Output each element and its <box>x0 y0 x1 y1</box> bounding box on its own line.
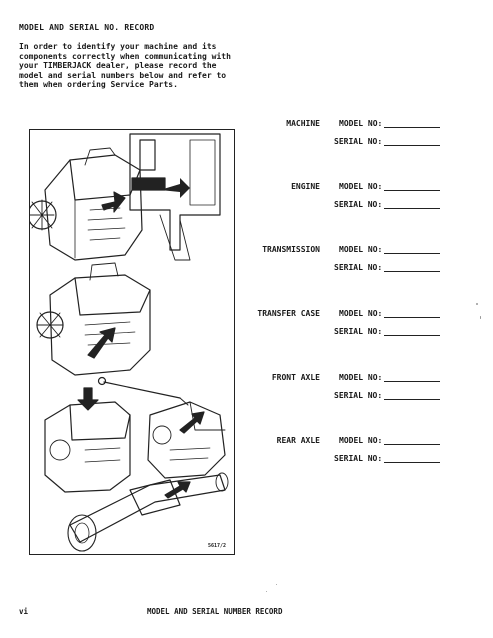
transmission-drawing <box>45 388 130 492</box>
figure-code: 5617/2 <box>207 543 226 549</box>
model-label: MODEL NO: <box>339 119 383 128</box>
serial-number-field[interactable] <box>384 271 440 272</box>
model-label: MODEL NO: <box>339 182 383 191</box>
model-label: MODEL NO: <box>339 436 383 445</box>
axle-drawing <box>68 473 228 551</box>
model-number-field[interactable] <box>384 127 440 128</box>
page-number: vi <box>19 607 29 616</box>
engine-drawing-middle <box>37 263 150 375</box>
serial-number-field[interactable] <box>384 335 440 336</box>
component-drawing <box>30 130 236 556</box>
serial-label: SERIAL NO: <box>334 454 383 463</box>
transfer-case-drawing <box>99 378 226 479</box>
component-label: TRANSFER CASE <box>257 309 320 318</box>
serial-number-field[interactable] <box>384 145 440 146</box>
scan-speck <box>476 303 478 305</box>
model-label: MODEL NO: <box>339 373 383 382</box>
serial-label: SERIAL NO: <box>334 137 383 146</box>
scan-speck <box>266 591 267 592</box>
component-label: FRONT AXLE <box>271 373 320 382</box>
scan-speck <box>276 584 277 585</box>
intro-paragraph: In order to identify your machine and its components correctly when communicating with your TIMBERJACK dealer, please record the model and serial numbers below and refer to them when ordering Service Parts. <box>19 42 231 90</box>
scan-speck <box>480 316 481 319</box>
serial-label: SERIAL NO: <box>334 263 383 272</box>
engine-drawing-top <box>30 148 142 260</box>
serial-number-field[interactable] <box>384 208 440 209</box>
model-number-field[interactable] <box>384 317 440 318</box>
page-title: MODEL AND SERIAL NO. RECORD <box>19 23 155 32</box>
serial-label: SERIAL NO: <box>334 391 383 400</box>
component-label: REAR AXLE <box>276 436 320 445</box>
model-number-field[interactable] <box>384 253 440 254</box>
component-illustration <box>29 129 235 555</box>
component-label: MACHINE <box>286 119 320 128</box>
component-label: TRANSMISSION <box>262 245 320 254</box>
model-number-field[interactable] <box>384 381 440 382</box>
serial-number-field[interactable] <box>384 462 440 463</box>
model-label: MODEL NO: <box>339 309 383 318</box>
footer-section-title: MODEL AND SERIAL NUMBER RECORD <box>147 607 283 616</box>
serial-label: SERIAL NO: <box>334 327 383 336</box>
serial-number-field[interactable] <box>384 399 440 400</box>
model-number-field[interactable] <box>384 190 440 191</box>
model-number-field[interactable] <box>384 444 440 445</box>
serial-label: SERIAL NO: <box>334 200 383 209</box>
model-label: MODEL NO: <box>339 245 383 254</box>
machine-frame-drawing <box>130 134 220 260</box>
component-label: ENGINE <box>291 182 320 191</box>
